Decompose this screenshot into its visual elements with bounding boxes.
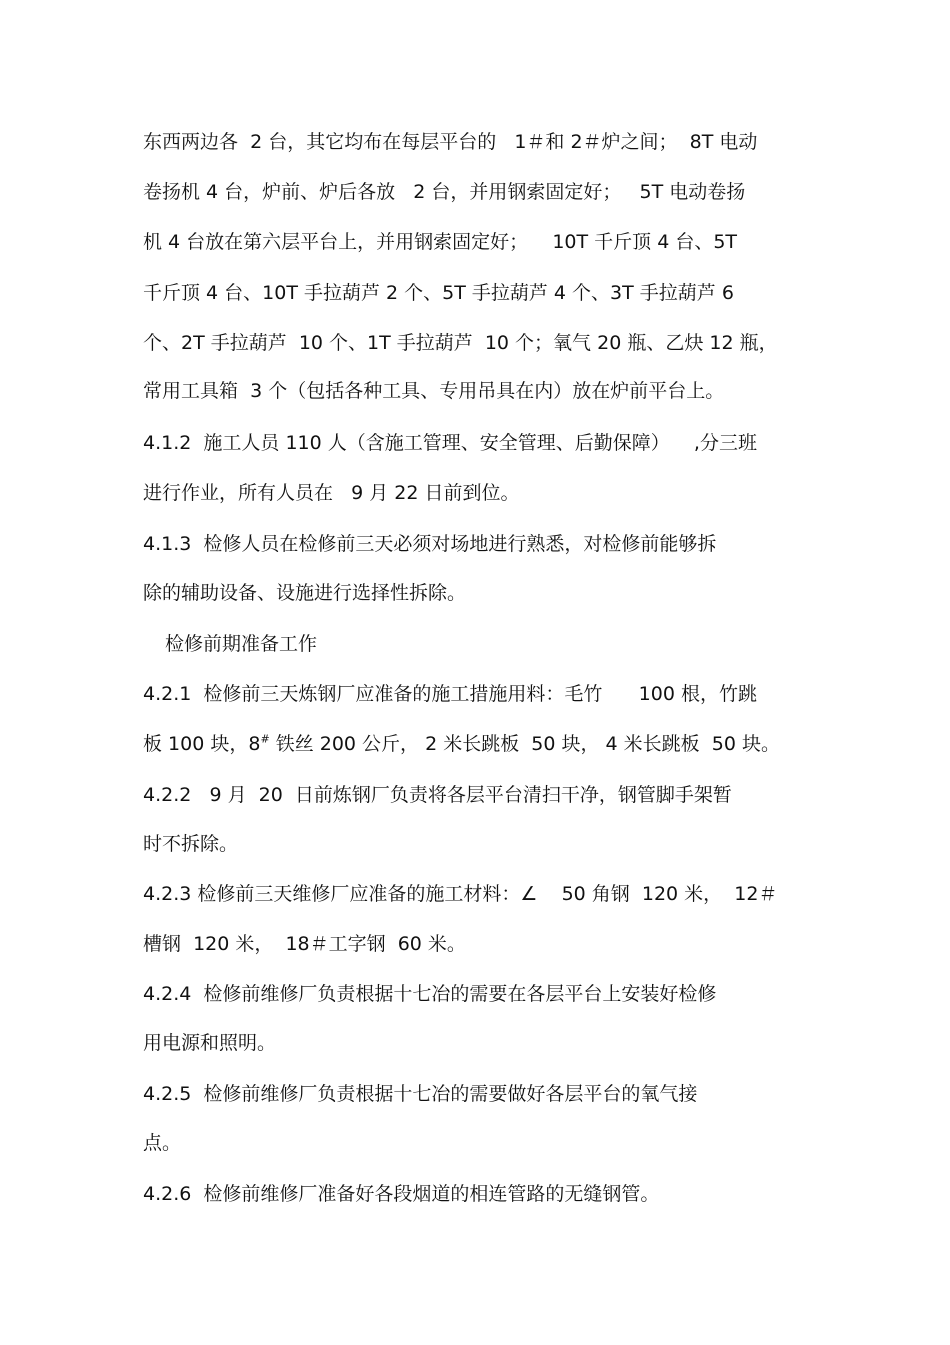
section-4-1-2-line-2: 进行作业，所有人员在 9 月 22 日前到位。 — [143, 482, 520, 504]
text-line-5: 个、2T 手拉葫芦 10 个、1T 手拉葫芦 10 个；氧气 20 瓶、乙炔 12 瓶， — [143, 332, 778, 354]
section-4-2-3-line-2: 槽钢 120 米， 18＃工字钢 60 米。 — [143, 933, 466, 955]
section-4-1-3-line-1: 4.1.3 检修人员在检修前三天必须对场地进行熟悉，对检修前能够拆 — [143, 533, 717, 555]
section-4-2-4-line-2: 用电源和照明。 — [143, 1032, 277, 1054]
line-text-head: 板 100 块，8 — [143, 733, 261, 755]
text-line-3: 机 4 台放在第六层平台上，并用钢索固定好； 10T 千斤顶 4 台、5T — [143, 231, 738, 253]
section-heading: 检修前期准备工作 — [165, 633, 318, 655]
line-text-tail: 铁丝 200 公斤， 2 米长跳板 50 块， 4 米长跳板 50 块。 — [269, 733, 780, 755]
section-4-2-2-line-2: 时不拆除。 — [143, 833, 239, 855]
section-4-1-3-line-2: 除的辅助设备、设施进行选择性拆除。 — [143, 582, 467, 604]
section-4-2-5-line-1: 4.2.5 检修前维修厂负责根据十七冶的需要做好各层平台的氧气接 — [143, 1083, 698, 1105]
section-4-2-1-line-2 — [143, 731, 780, 757]
section-4-1-2-line-1: 4.1.2 施工人员 110 人（含施工管理、安全管理、后勤保障） ,分三班 — [143, 432, 757, 454]
section-4-2-3-line-1: 4.2.3 检修前三天维修厂应准备的施工材料：∠ 50 角钢 120 米， 12＃ — [143, 883, 778, 905]
section-4-2-1-line-1: 4.2.1 检修前三天炼钢厂应准备的施工措施用料：毛竹 100 根，竹跳 — [143, 683, 757, 705]
section-4-2-5-line-2: 点。 — [143, 1132, 182, 1154]
superscript-mark: # — [260, 732, 270, 746]
section-4-2-6-line-1: 4.2.6 检修前维修厂准备好各段烟道的相连管路的无缝钢管。 — [143, 1183, 660, 1205]
section-4-2-2-line-1: 4.2.2 9 月 20 日前炼钢厂负责将各层平台清扫干净，钢管脚手架暂 — [143, 784, 732, 806]
text-line-2: 卷扬机 4 台，炉前、炉后各放 2 台，并用钢索固定好； 5T 电动卷扬 — [143, 181, 746, 203]
section-4-2-4-line-1: 4.2.4 检修前维修厂负责根据十七冶的需要在各层平台上安装好检修 — [143, 983, 717, 1005]
text-line-6: 常用工具箱 3 个（包括各种工具、专用吊具在内）放在炉前平台上。 — [143, 380, 725, 402]
text-line-1: 东西两边各 2 台，其它均布在每层平台的 1＃和 2＃炉之间； 8T 电动 — [143, 131, 758, 153]
text-line-4: 千斤顶 4 台、10T 手拉葫芦 2 个、5T 手拉葫芦 4 个、3T 手拉葫芦 6 — [143, 282, 734, 304]
